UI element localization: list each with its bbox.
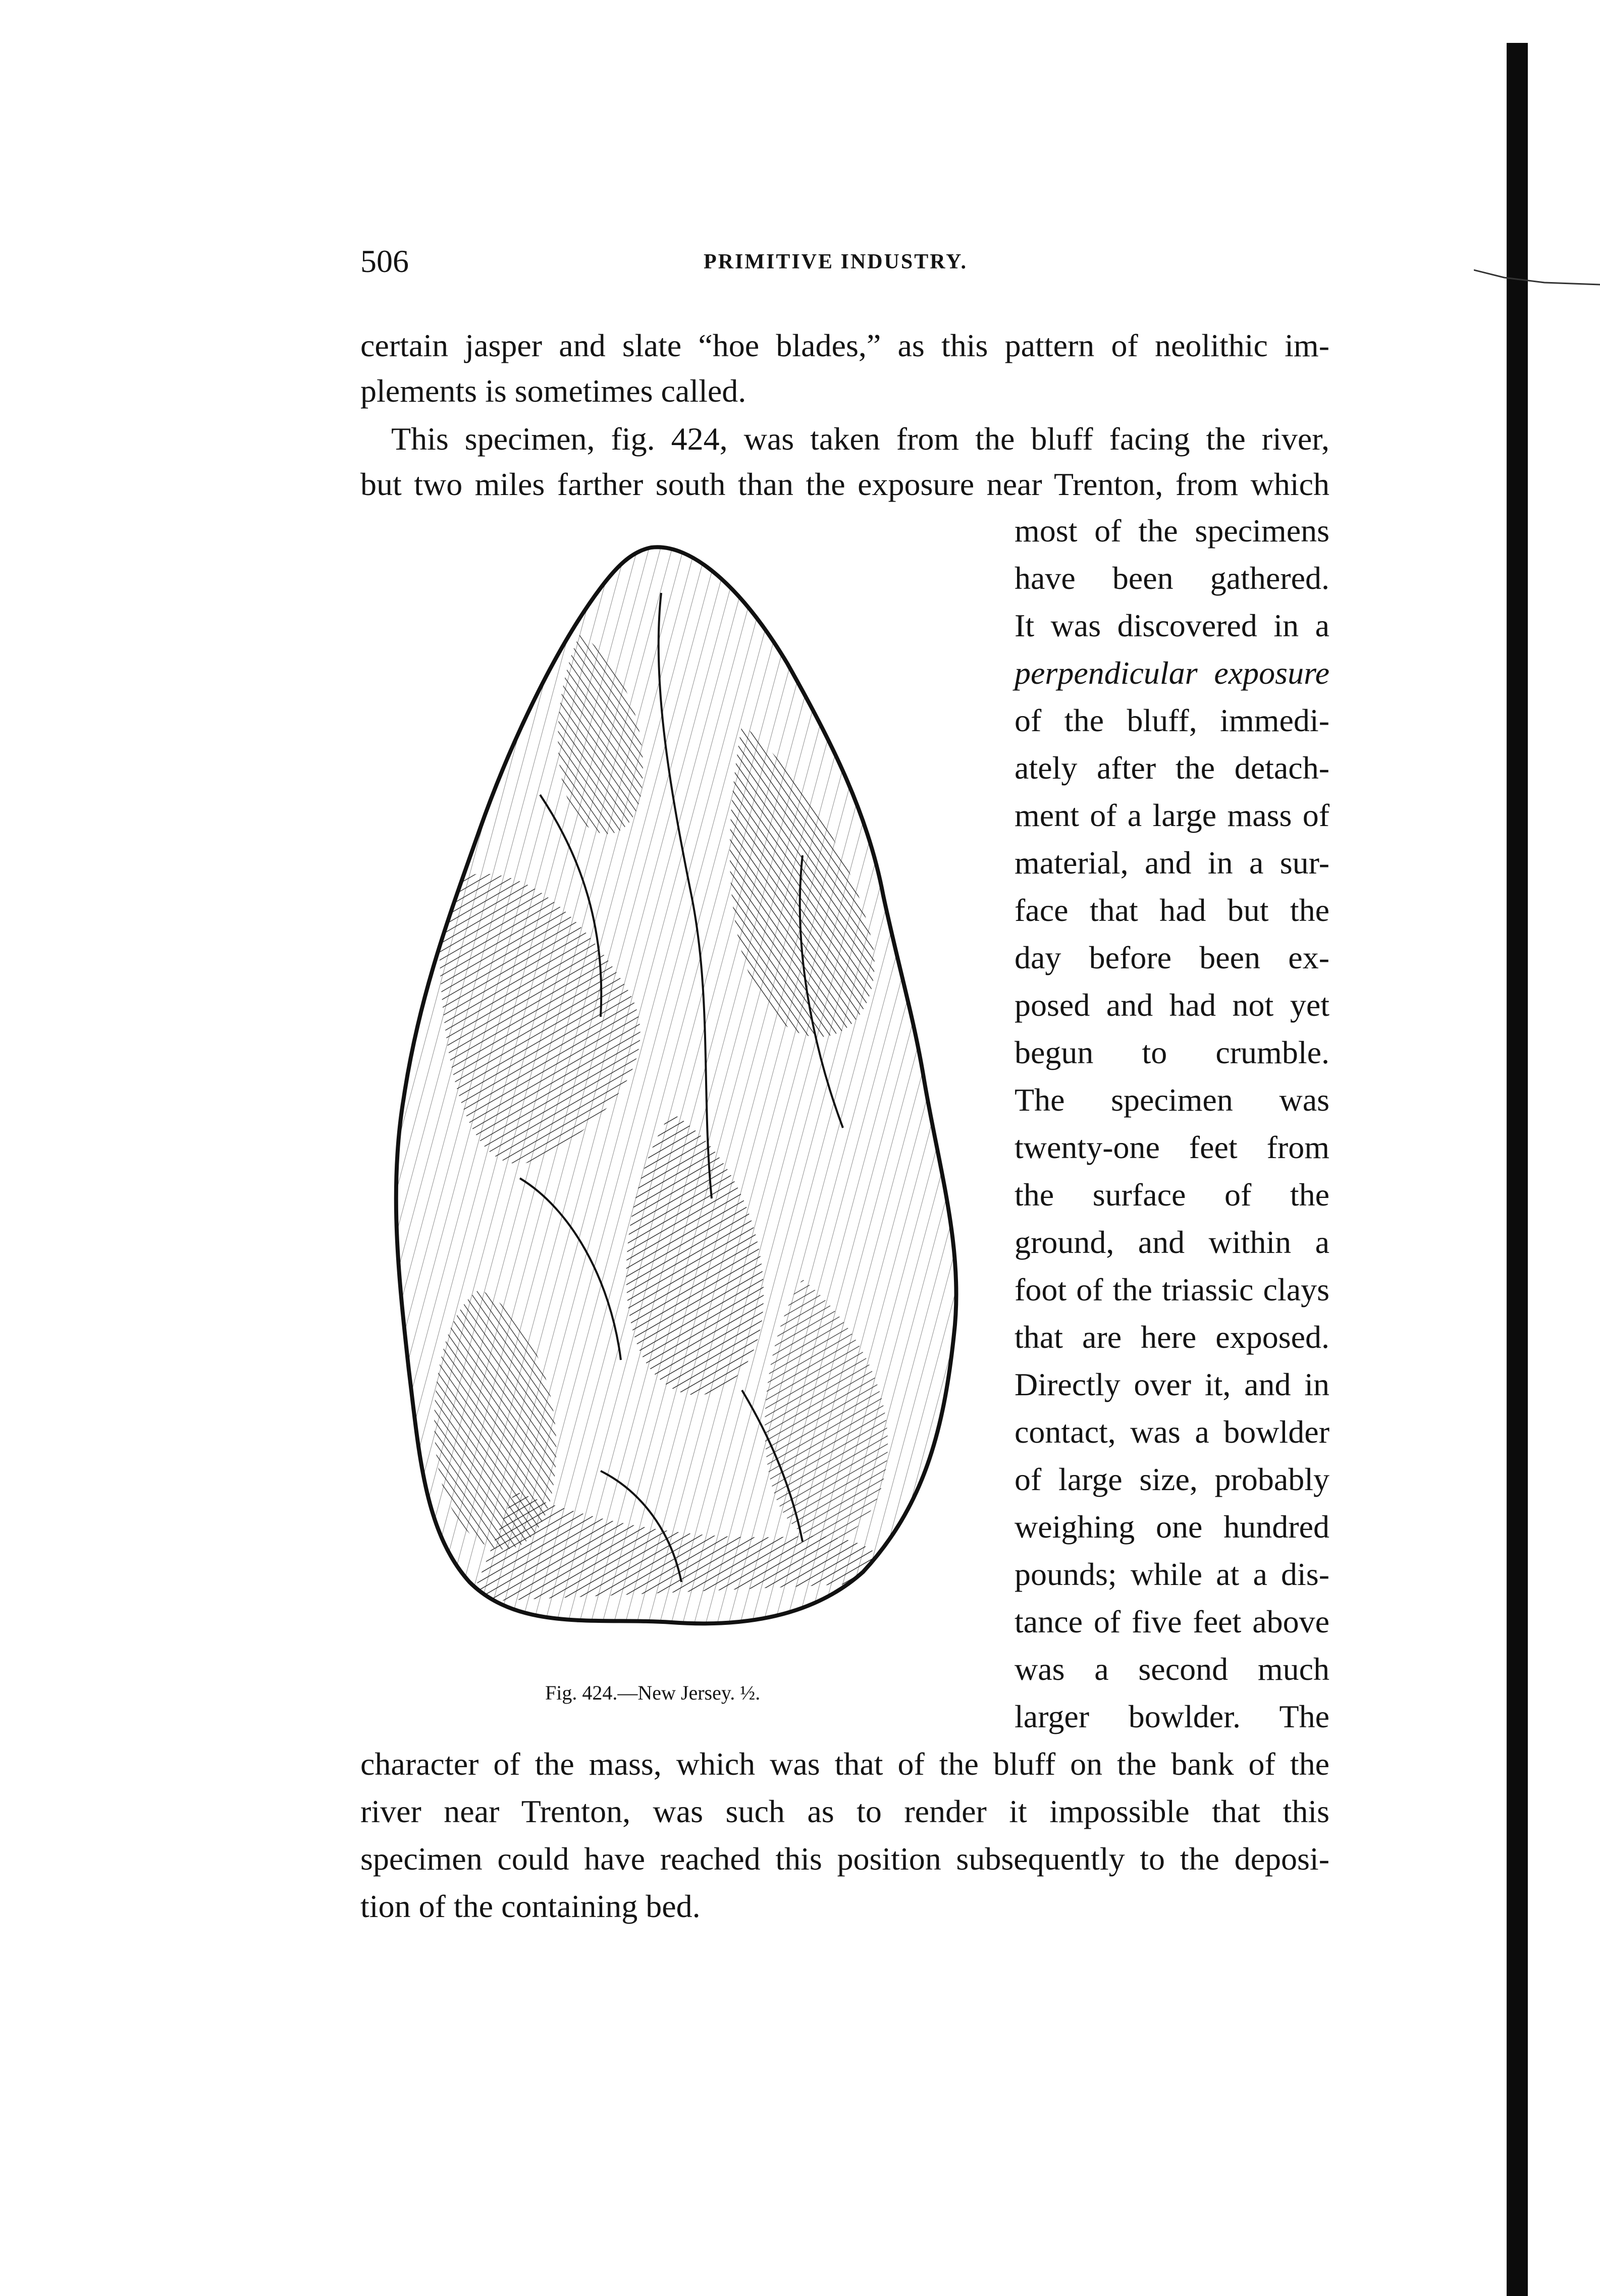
side-line: ground, and within a [1015,1224,1329,1260]
side-line: perpendicular exposure [1015,655,1329,691]
side-line: have been gathered. [1015,560,1329,596]
side-line: of the bluff, immedi- [1015,702,1329,738]
body-line: character of the mass, which was that of the bluff on the bank of the [360,1746,1329,1782]
side-line: begun to crumble. [1015,1034,1329,1070]
side-line: most of the specimens [1015,513,1329,549]
side-line: contact, was a bowlder [1015,1414,1329,1450]
side-line: twenty-one feet from [1015,1129,1329,1165]
body-line: This specimen, fig. 424, was taken from the bluff facing the river, [391,421,1329,457]
body-line: river near Trenton, was such as to render it impossible that this [360,1793,1329,1829]
side-line: Directly over it, and in [1015,1366,1329,1402]
body-line: specimen could have reached this position subsequently to the deposi- [360,1841,1329,1877]
side-line: ment of a large mass of [1015,797,1329,833]
side-line: pounds; while at a dis- [1015,1556,1329,1592]
side-line: larger bowlder. The [1015,1699,1329,1734]
side-line: was a second much [1015,1651,1329,1687]
running-title: PRIMITIVE INDUSTRY. [704,250,968,274]
page-edge-mark [1474,267,1600,288]
side-line: face that had but the [1015,892,1329,928]
side-line: material, and in a sur- [1015,845,1329,881]
side-line: weighing one hundred [1015,1509,1329,1545]
body-line: plements is sometimes called. [360,373,746,409]
side-line: the surface of the [1015,1177,1329,1213]
side-line: The specimen was [1015,1082,1329,1118]
figure-caption: Fig. 424.—New Jersey. ½. [545,1681,761,1704]
side-line: posed and had not yet [1015,987,1329,1023]
stone-implement-illustration [389,532,999,1648]
body-line: tion of the containing bed. [360,1888,701,1924]
side-line: tance of five feet above [1015,1604,1329,1639]
side-line: of large size, probably [1015,1461,1329,1497]
side-line: that are here exposed. [1015,1319,1329,1355]
body-line: certain jasper and slate “hoe blades,” as this pattern of neolithic im- [360,327,1329,363]
running-head [360,241,1350,282]
side-line: foot of the triassic clays [1015,1272,1329,1307]
page-number: 506 [360,243,409,279]
page-edge-bar [1507,43,1528,2296]
side-line: ately after the detach- [1015,750,1329,786]
side-line: day before been ex- [1015,940,1329,975]
body-line: but two miles farther south than the exposure near Trenton, from which [360,466,1329,502]
side-line: It was discovered in a [1015,608,1329,643]
